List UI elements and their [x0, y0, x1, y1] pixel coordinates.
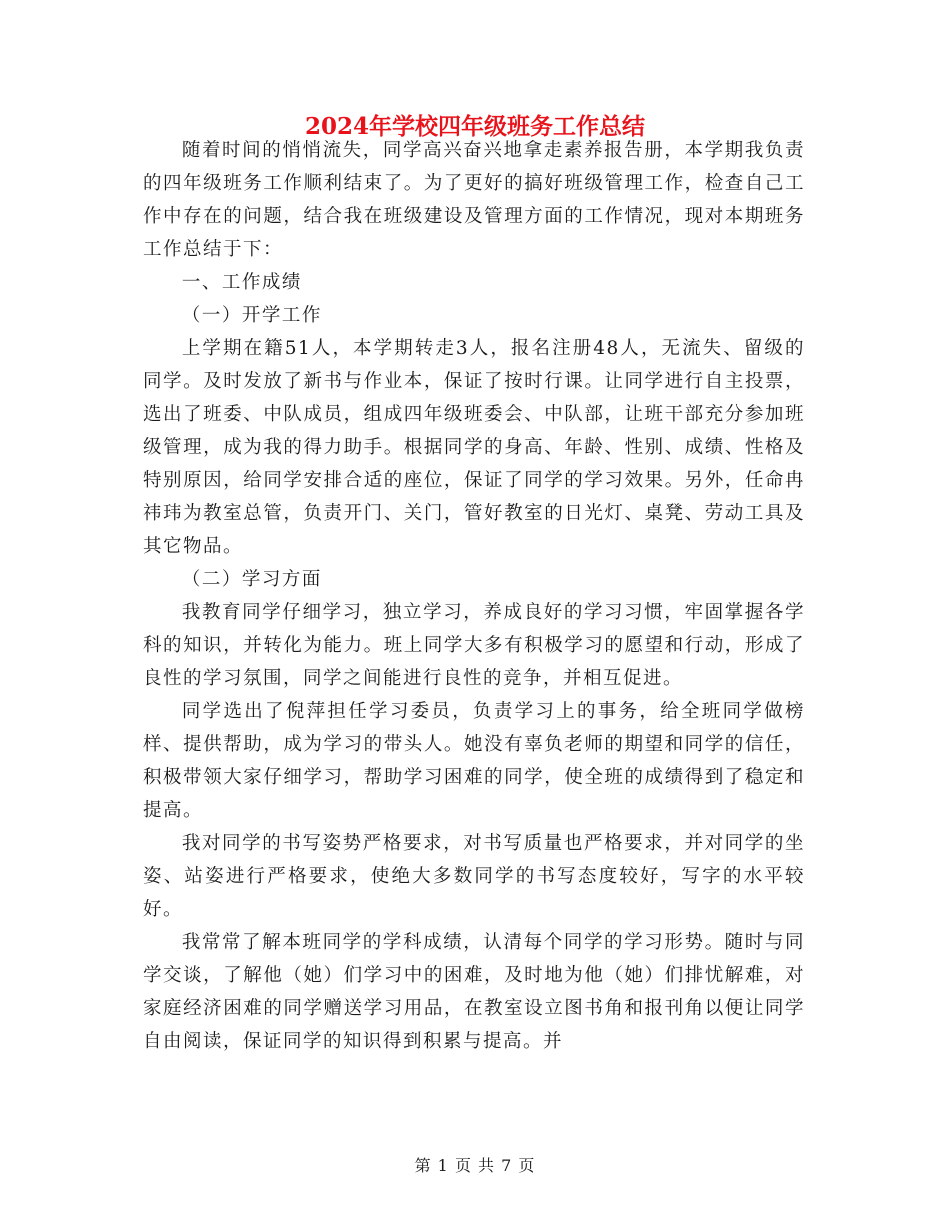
paragraph-opening-work: 上学期在籍51人，本学期转走3人，报名注册48人，无流失、留级的同学。及时发放了新书与作业本，保证了按时行课。让同学进行自主投票，选出了班委、中队成员，组成四年级班委会、中队部，让班干部充分参加班级管理，成为我的得力助手。根据同学的身高、年龄、性别、成绩、性格及特别原因，给同学安排合适的座位，保证了同学的学习效果。另外，任命冉祎玮为教室总管，负责开门、关门，管好教室的日光灯、桌凳、劳动工具及其它物品。: [143, 338, 805, 557]
paragraph-study-committee: 同学选出了倪萍担任学习委员，负责学习上的事务，给全班同学做榜样、提供帮助，成为学习的带头人。她没有辜负老师的期望和同学的信任，积极带领大家仔细学习，帮助学习困难的同学，使全班的成绩得到了稳定和提高。: [143, 701, 805, 821]
document-body: [143, 134, 805, 1058]
paragraph-intro: 随着时间的悄悄流失，同学高兴奋兴地拿走素养报告册，本学期我负责的四年级班务工作顺利结束了。为了更好的搞好班级管理工作，检查自己工作中存在的问题，结合我在班级建设及管理方面的工作情况，现对本期班务工作总结于下：: [143, 140, 805, 260]
section-heading-achievements: 一、工作成绩: [181, 272, 302, 293]
subsection-heading-opening: （一）开学工作: [181, 305, 322, 326]
paragraph-study-habits: 我教育同学仔细学习，独立学习，养成良好的学习习惯，牢固掌握各学科的知识，并转化为能力。班上同学大多有积极学习的愿望和行动，形成了良性的学习氛围，同学之间能进行良性的竞争，并相互促进。: [143, 602, 805, 689]
paragraph-student-support: 我常常了解本班同学的学科成绩，认清每个同学的学习形势。随时与同学交谈，了解他（她）们学习中的困难，及时地为他（她）们排忧解难，对家庭经济困难的同学赠送学习用品，在教室设立图书角和报刊角以便让同学自由阅读，保证同学的知识得到积累与提高。并: [143, 932, 805, 1052]
document-title: 2024年学校四年级班务工作总结: [304, 113, 645, 140]
paragraph-writing-posture: 我对同学的书写姿势严格要求，对书写质量也严格要求，并对同学的坐姿、站姿进行严格要求，使绝大多数同学的书写态度较好，写字的水平较好。: [143, 833, 805, 920]
page-footer: 第 1 页 共 7 页: [414, 1156, 536, 1175]
subsection-heading-study: （二）学习方面: [181, 569, 322, 590]
